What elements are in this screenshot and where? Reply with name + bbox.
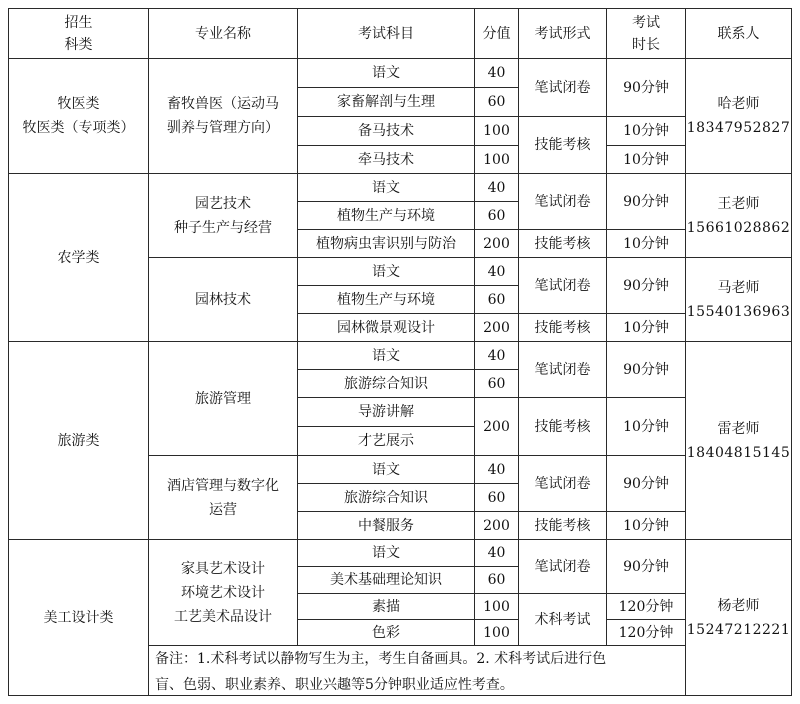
score-cell: 40	[474, 341, 519, 370]
score-cell: 200	[474, 397, 519, 456]
subject-cell: 牵马技术	[297, 145, 475, 174]
score-cell: 60	[474, 369, 519, 398]
contact-cell: 哈老师 18347952827	[685, 58, 792, 174]
score-cell: 40	[474, 173, 519, 202]
subject-cell: 语文	[297, 58, 475, 88]
remarks-note: 备注：1.术科考试以静物写生为主，考生自备画具。2. 术科考试后进行色 盲、色弱、职业素养、职业兴趣等5分钟职业适应性考查。	[148, 645, 686, 696]
subject-cell: 旅游综合知识	[297, 483, 475, 512]
score-cell: 40	[474, 455, 519, 484]
category-cell: 农学类	[8, 173, 149, 342]
subject-cell: 语文	[297, 173, 475, 202]
duration-cell: 10分钟	[606, 229, 686, 258]
form-cell: 笔试闭卷	[518, 58, 607, 117]
score-cell: 200	[474, 511, 519, 540]
duration-cell: 90分钟	[606, 341, 686, 398]
header-subject: 考试科目	[297, 8, 475, 59]
score-cell: 200	[474, 229, 519, 258]
category-cell: 美工设计类	[8, 539, 149, 696]
duration-cell: 10分钟	[606, 313, 686, 342]
form-cell: 技能考核	[518, 511, 607, 540]
header-category: 招生 科类	[8, 8, 149, 59]
duration-cell: 90分钟	[606, 58, 686, 117]
score-cell: 60	[474, 483, 519, 512]
subject-cell: 植物生产与环境	[297, 201, 475, 230]
major-cell: 旅游管理	[148, 341, 298, 456]
score-cell: 200	[474, 313, 519, 342]
form-cell: 笔试闭卷	[518, 341, 607, 398]
subject-cell: 备马技术	[297, 116, 475, 146]
duration-cell: 120分钟	[606, 619, 686, 646]
subject-cell: 植物病虫害识别与防治	[297, 229, 475, 258]
duration-cell: 10分钟	[606, 116, 686, 146]
subject-cell: 语文	[297, 539, 475, 567]
category-cell: 牧医类 牧医类（专项类）	[8, 58, 149, 174]
header-duration: 考试 时长	[606, 8, 686, 59]
duration-cell: 10分钟	[606, 511, 686, 540]
form-cell: 技能考核	[518, 313, 607, 342]
duration-cell: 90分钟	[606, 539, 686, 594]
subject-cell: 色彩	[297, 619, 475, 646]
score-cell: 100	[474, 145, 519, 174]
major-cell: 园林技术	[148, 257, 298, 342]
contact-cell: 雷老师 18404815145	[685, 341, 792, 540]
form-cell: 技能考核	[518, 229, 607, 258]
subject-cell: 语文	[297, 257, 475, 286]
score-cell: 40	[474, 257, 519, 286]
subject-cell: 家畜解剖与生理	[297, 87, 475, 117]
score-cell: 40	[474, 539, 519, 567]
score-cell: 60	[474, 285, 519, 314]
subject-cell: 植物生产与环境	[297, 285, 475, 314]
score-cell: 100	[474, 593, 519, 620]
subject-cell: 旅游综合知识	[297, 369, 475, 398]
score-cell: 100	[474, 619, 519, 646]
duration-cell: 120分钟	[606, 593, 686, 620]
form-cell: 笔试闭卷	[518, 539, 607, 594]
subject-cell: 素描	[297, 593, 475, 620]
subject-cell: 中餐服务	[297, 511, 475, 540]
subject-cell: 语文	[297, 341, 475, 370]
subject-cell: 导游讲解	[297, 397, 475, 427]
form-cell: 术科考试	[518, 593, 607, 646]
subject-cell: 语文	[297, 455, 475, 484]
score-cell: 60	[474, 201, 519, 230]
contact-cell: 王老师 15661028862	[685, 173, 792, 258]
contact-cell: 杨老师 15247212221	[685, 539, 792, 696]
duration-cell: 90分钟	[606, 257, 686, 314]
subject-cell: 才艺展示	[297, 426, 475, 456]
score-cell: 100	[474, 116, 519, 146]
subject-cell: 园林微景观设计	[297, 313, 475, 342]
form-cell: 笔试闭卷	[518, 173, 607, 230]
duration-cell: 10分钟	[606, 145, 686, 174]
contact-cell: 马老师 15540136963	[685, 257, 792, 342]
duration-cell: 10分钟	[606, 397, 686, 456]
header-form: 考试形式	[518, 8, 607, 59]
header-score: 分值	[474, 8, 519, 59]
header-major: 专业名称	[148, 8, 298, 59]
major-cell: 园艺技术 种子生产与经营	[148, 173, 298, 258]
major-cell: 酒店管理与数字化 运营	[148, 455, 298, 540]
score-cell: 60	[474, 566, 519, 594]
duration-cell: 90分钟	[606, 455, 686, 512]
header-contact: 联系人	[685, 8, 792, 59]
form-cell: 笔试闭卷	[518, 455, 607, 512]
duration-cell: 90分钟	[606, 173, 686, 230]
form-cell: 技能考核	[518, 116, 607, 174]
score-cell: 60	[474, 87, 519, 117]
major-cell: 畜牧兽医（运动马 驯养与管理方向）	[148, 58, 298, 174]
score-cell: 40	[474, 58, 519, 88]
category-cell: 旅游类	[8, 341, 149, 540]
form-cell: 笔试闭卷	[518, 257, 607, 314]
form-cell: 技能考核	[518, 397, 607, 456]
subject-cell: 美术基础理论知识	[297, 566, 475, 594]
major-cell: 家具艺术设计 环境艺术设计 工艺美术品设计	[148, 539, 298, 646]
